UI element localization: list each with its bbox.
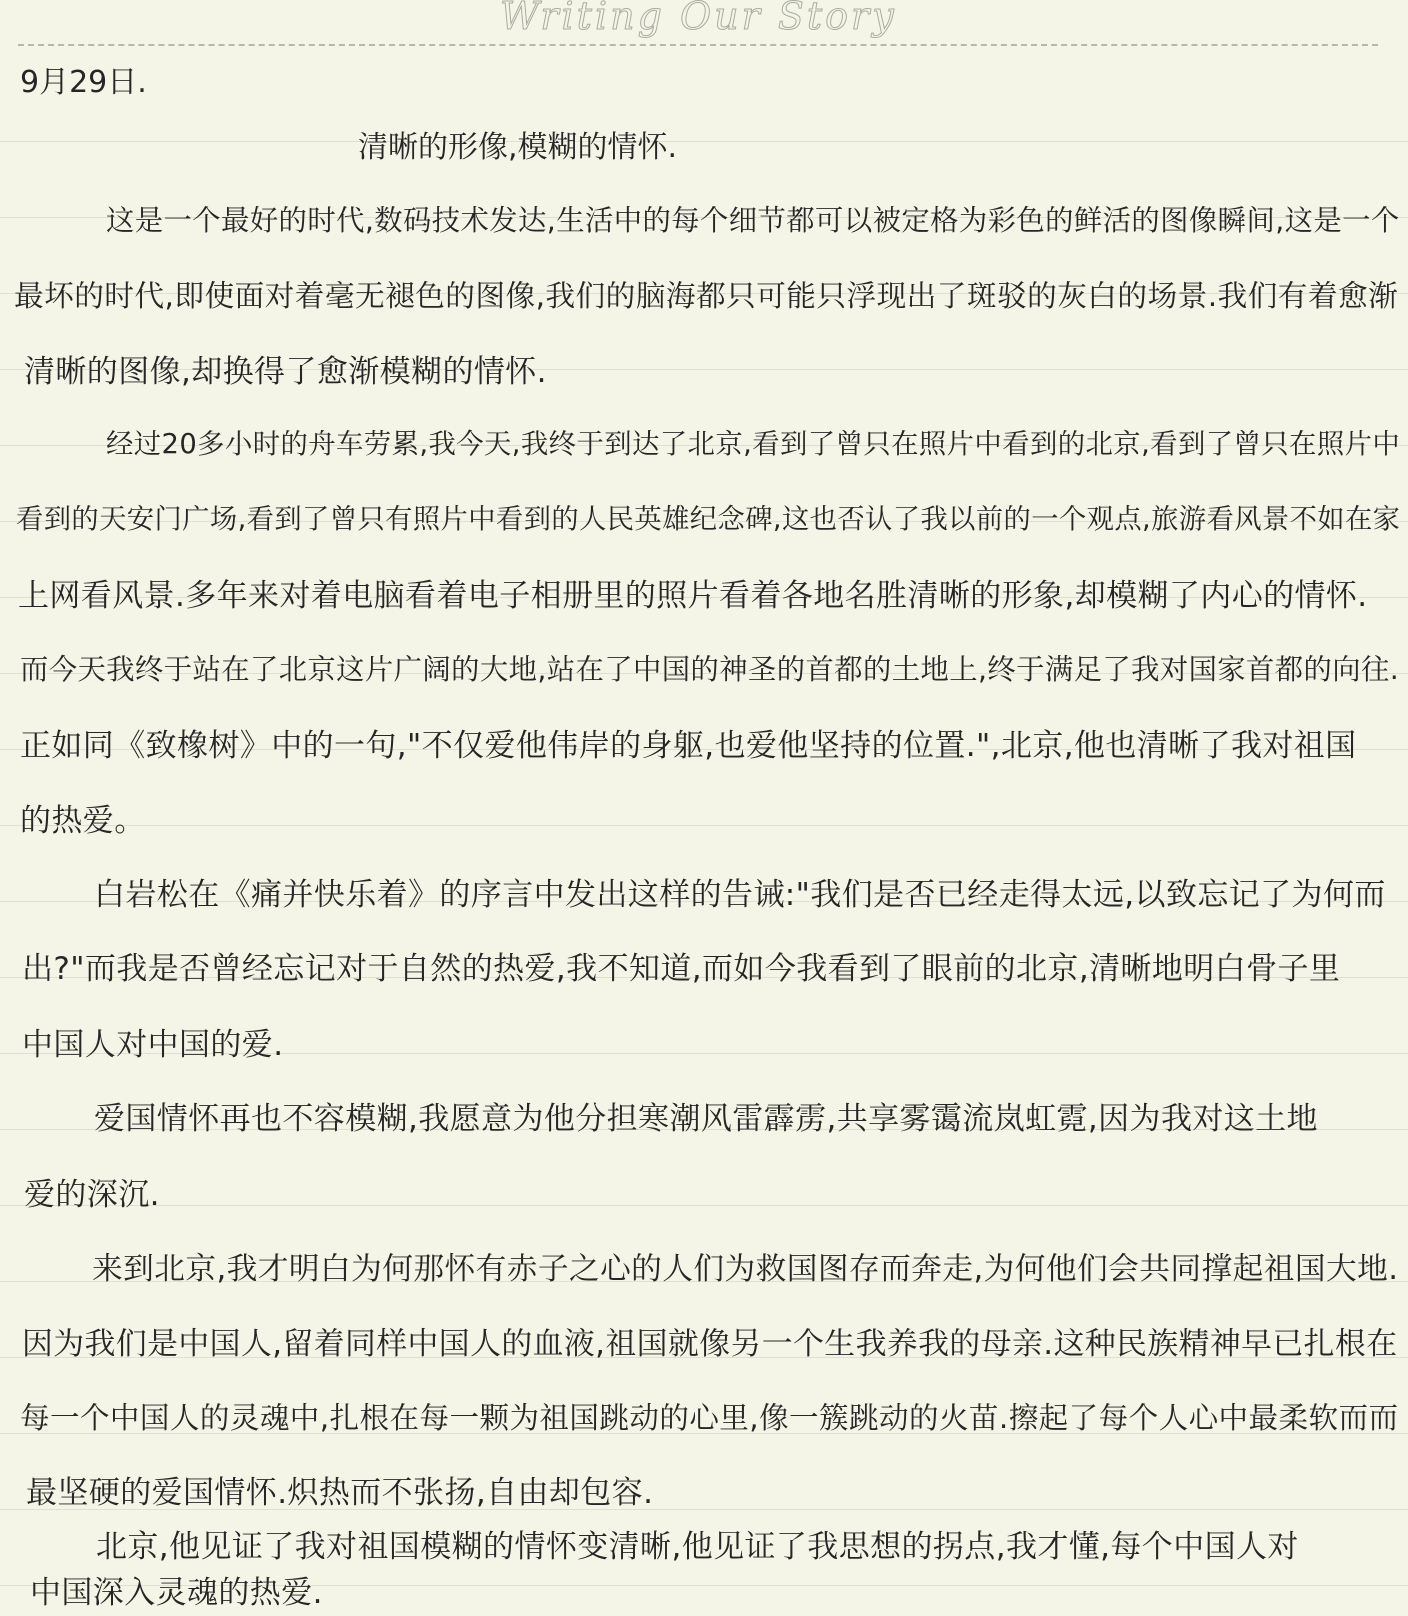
essay-line: 的热爱。 [20, 803, 146, 839]
essay-line: 出?"而我是否曾经忘记对于自然的热爱,我不知道,而如今我看到了眼前的北京,清晰地明白骨子里 [22, 951, 1341, 987]
notebook-brand-title: Writing Our Story [500, 0, 897, 38]
essay-line: 上网看风景.多年来对着电脑看着电子相册里的照片看着各地名胜清晰的形象,却模糊了内心的情怀. [18, 578, 1368, 614]
essay-line: 中国人对中国的爱. [22, 1027, 284, 1063]
entry-date: 9月29日. [20, 65, 147, 100]
essay-line: 来到北京,我才明白为何那怀有赤子之心的人们为救国图存而奔走,为何他们会共同撑起祖国大地. [92, 1251, 1399, 1287]
essay-line: 白岩松在《痛并快乐着》的序言中发出这样的告诫:"我们是否已经走得太远,以致忘记了为何而 [94, 877, 1386, 913]
essay-line: 爱国情怀再也不容模糊,我愿意为他分担寒潮风雷霹雳,共享雾霭流岚虹霓,因为我对这土地 [94, 1101, 1318, 1137]
essay-line: 最坏的时代,即使面对着毫无褪色的图像,我们的脑海都只可能只浮现出了斑驳的灰白的场景.我们有着愈渐 [14, 279, 1399, 314]
essay-line: 看到的天安门广场,看到了曾只有照片中看到的人民英雄纪念碑,这也否认了我以前的一个观点,旅游看风景不如在家 [16, 504, 1401, 535]
essay-line: 正如同《致橡树》中的一句,"不仅爱他伟岸的身躯,也爱他坚持的位置.",北京,他也清晰了我对祖国 [20, 728, 1357, 764]
essay-line: 中国深入灵魂的热爱. [30, 1575, 323, 1611]
essay-line: 爱的深沉. [24, 1177, 160, 1213]
page-header [0, 0, 1408, 50]
header-divider [18, 44, 1378, 46]
essay-title: 清晰的形像,模糊的情怀. [358, 130, 678, 165]
essay-line: 北京,他见证了我对祖国模糊的情怀变清晰,他见证了我思想的拐点,我才懂,每个中国人对 [96, 1529, 1299, 1565]
essay-line: 而今天我终于站在了北京这片广阔的大地,站在了中国的神圣的首都的土地上,终于满足了我对国家首都的向往. [20, 653, 1400, 686]
essay-line: 最坚硬的爱国情怀.炽热而不张扬,自由却包容. [26, 1475, 654, 1511]
essay-line: 这是一个最好的时代,数码技术发达,生活中的每个细节都可以被定格为彩色的鲜活的图像瞬间,这是一个 [106, 204, 1400, 237]
essay-line: 每一个中国人的灵魂中,扎根在每一颗为祖国跳动的心里,像一簇跳动的火苗.擦起了每个人心中最柔软而而 [20, 1401, 1399, 1435]
essay-line: 因为我们是中国人,留着同样中国人的血液,祖国就像另一个生我养我的母亲.这种民族精神早已扎根在 [22, 1326, 1398, 1362]
essay-line: 经过20多小时的舟车劳累,我今天,我终于到达了北京,看到了曾只在照片中看到的北京,看到了曾只在照片中 [106, 429, 1401, 460]
essay-line: 清晰的图像,却换得了愈渐模糊的情怀. [24, 354, 547, 390]
